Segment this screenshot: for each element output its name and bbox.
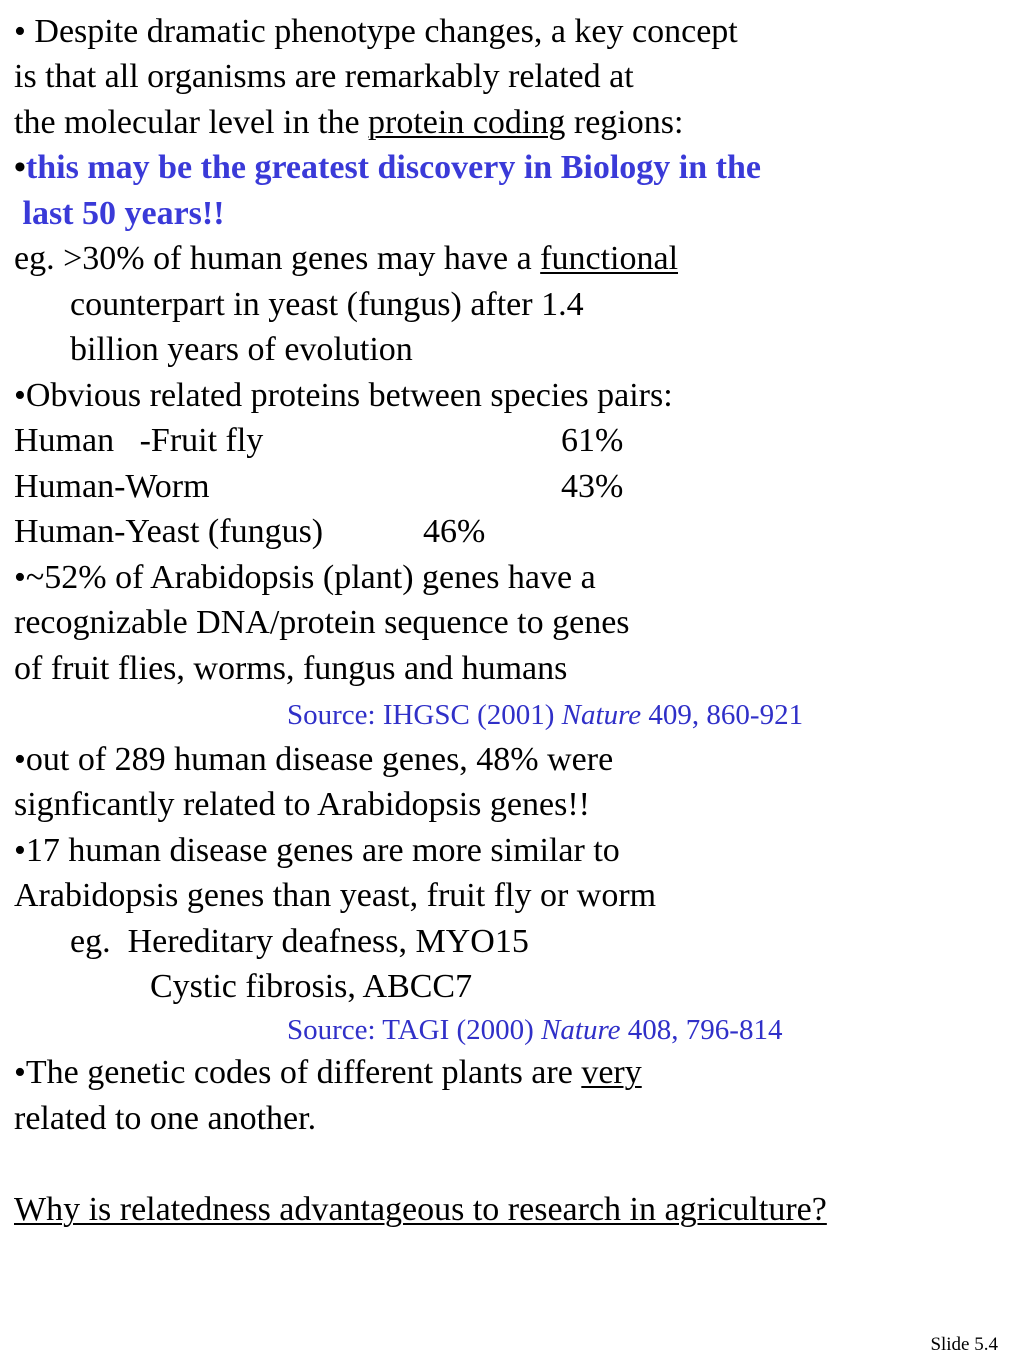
species-pair-percent: 43% — [561, 468, 624, 505]
line-recognizable: recognizable DNA/protein sequence to genes — [14, 604, 630, 641]
line-billion-years: billion years of evolution — [70, 331, 413, 368]
line-counterpart: counterpart in yeast (fungus) after 1.4 — [70, 286, 584, 323]
journal-name: Nature — [561, 699, 642, 731]
emphasis-text: this may be the greatest discovery in Biology in the — [25, 149, 761, 186]
bullet: • — [14, 149, 26, 186]
line-arabidopsis-vs: Arabidopsis genes than yeast, fruit fly or worm — [14, 877, 657, 914]
closing-question: Why is relatedness advantageous to research in agriculture? — [14, 1191, 827, 1228]
line-17-genes: •17 human disease genes are more similar to — [14, 832, 620, 869]
text: 409, 860-921 — [641, 699, 804, 731]
line-significantly-related: signficantly related to Arabidopsis genes!! — [14, 786, 590, 823]
very-underlined: very — [581, 1054, 642, 1091]
line-genetic-codes — [14, 1053, 642, 1093]
text: 408, 796-814 — [620, 1014, 783, 1046]
line-obvious-related: •Obvious related proteins between species pairs: — [14, 377, 673, 414]
species-pair-percent: 46% — [423, 513, 486, 550]
source-citation-tagi — [287, 1013, 782, 1047]
text: •The genetic codes of different plants are — [14, 1054, 582, 1091]
text: the molecular level in the — [14, 104, 369, 141]
text: regions: — [565, 104, 684, 141]
species-pair-label: Human-Yeast (fungus) — [14, 513, 324, 550]
protein-coding-underlined: protein coding — [368, 104, 566, 141]
journal-name: Nature — [541, 1014, 621, 1046]
line-related: is that all organisms are remarkably related at — [14, 58, 634, 95]
line-arabidopsis: •~52% of Arabidopsis (plant) genes have a — [14, 559, 596, 596]
line-related-to-one-another: related to one another. — [14, 1100, 317, 1137]
line-human-genes — [14, 239, 678, 279]
slide-number: Slide 5.4 — [930, 1334, 998, 1355]
line-molecular-level — [14, 103, 683, 143]
line-example-cystic-fibrosis: Cystic fibrosis, ABCC7 — [150, 968, 473, 1005]
line-greatest-discovery — [14, 148, 761, 188]
source-citation-ihgsc — [287, 698, 803, 732]
functional-underlined: functional — [540, 240, 679, 277]
text: Source: IHGSC (2001) — [287, 699, 562, 731]
species-pair-label: Human-Worm — [14, 468, 210, 505]
line-last-50-years: last 50 years!! — [14, 195, 225, 232]
text: Source: TAGI (2000) — [287, 1014, 542, 1046]
species-pair-label: Human -Fruit fly — [14, 422, 264, 459]
species-pair-percent: 61% — [561, 422, 624, 459]
line-key-concept: • Despite dramatic phenotype changes, a key concept — [14, 13, 738, 50]
text: eg. >30% of human genes may have a — [14, 240, 541, 277]
line-fruit-flies: of fruit flies, worms, fungus and humans — [14, 650, 568, 687]
line-example-deafness: eg. Hereditary deafness, MYO15 — [70, 923, 529, 960]
line-disease-genes: •out of 289 human disease genes, 48% were — [14, 741, 614, 778]
